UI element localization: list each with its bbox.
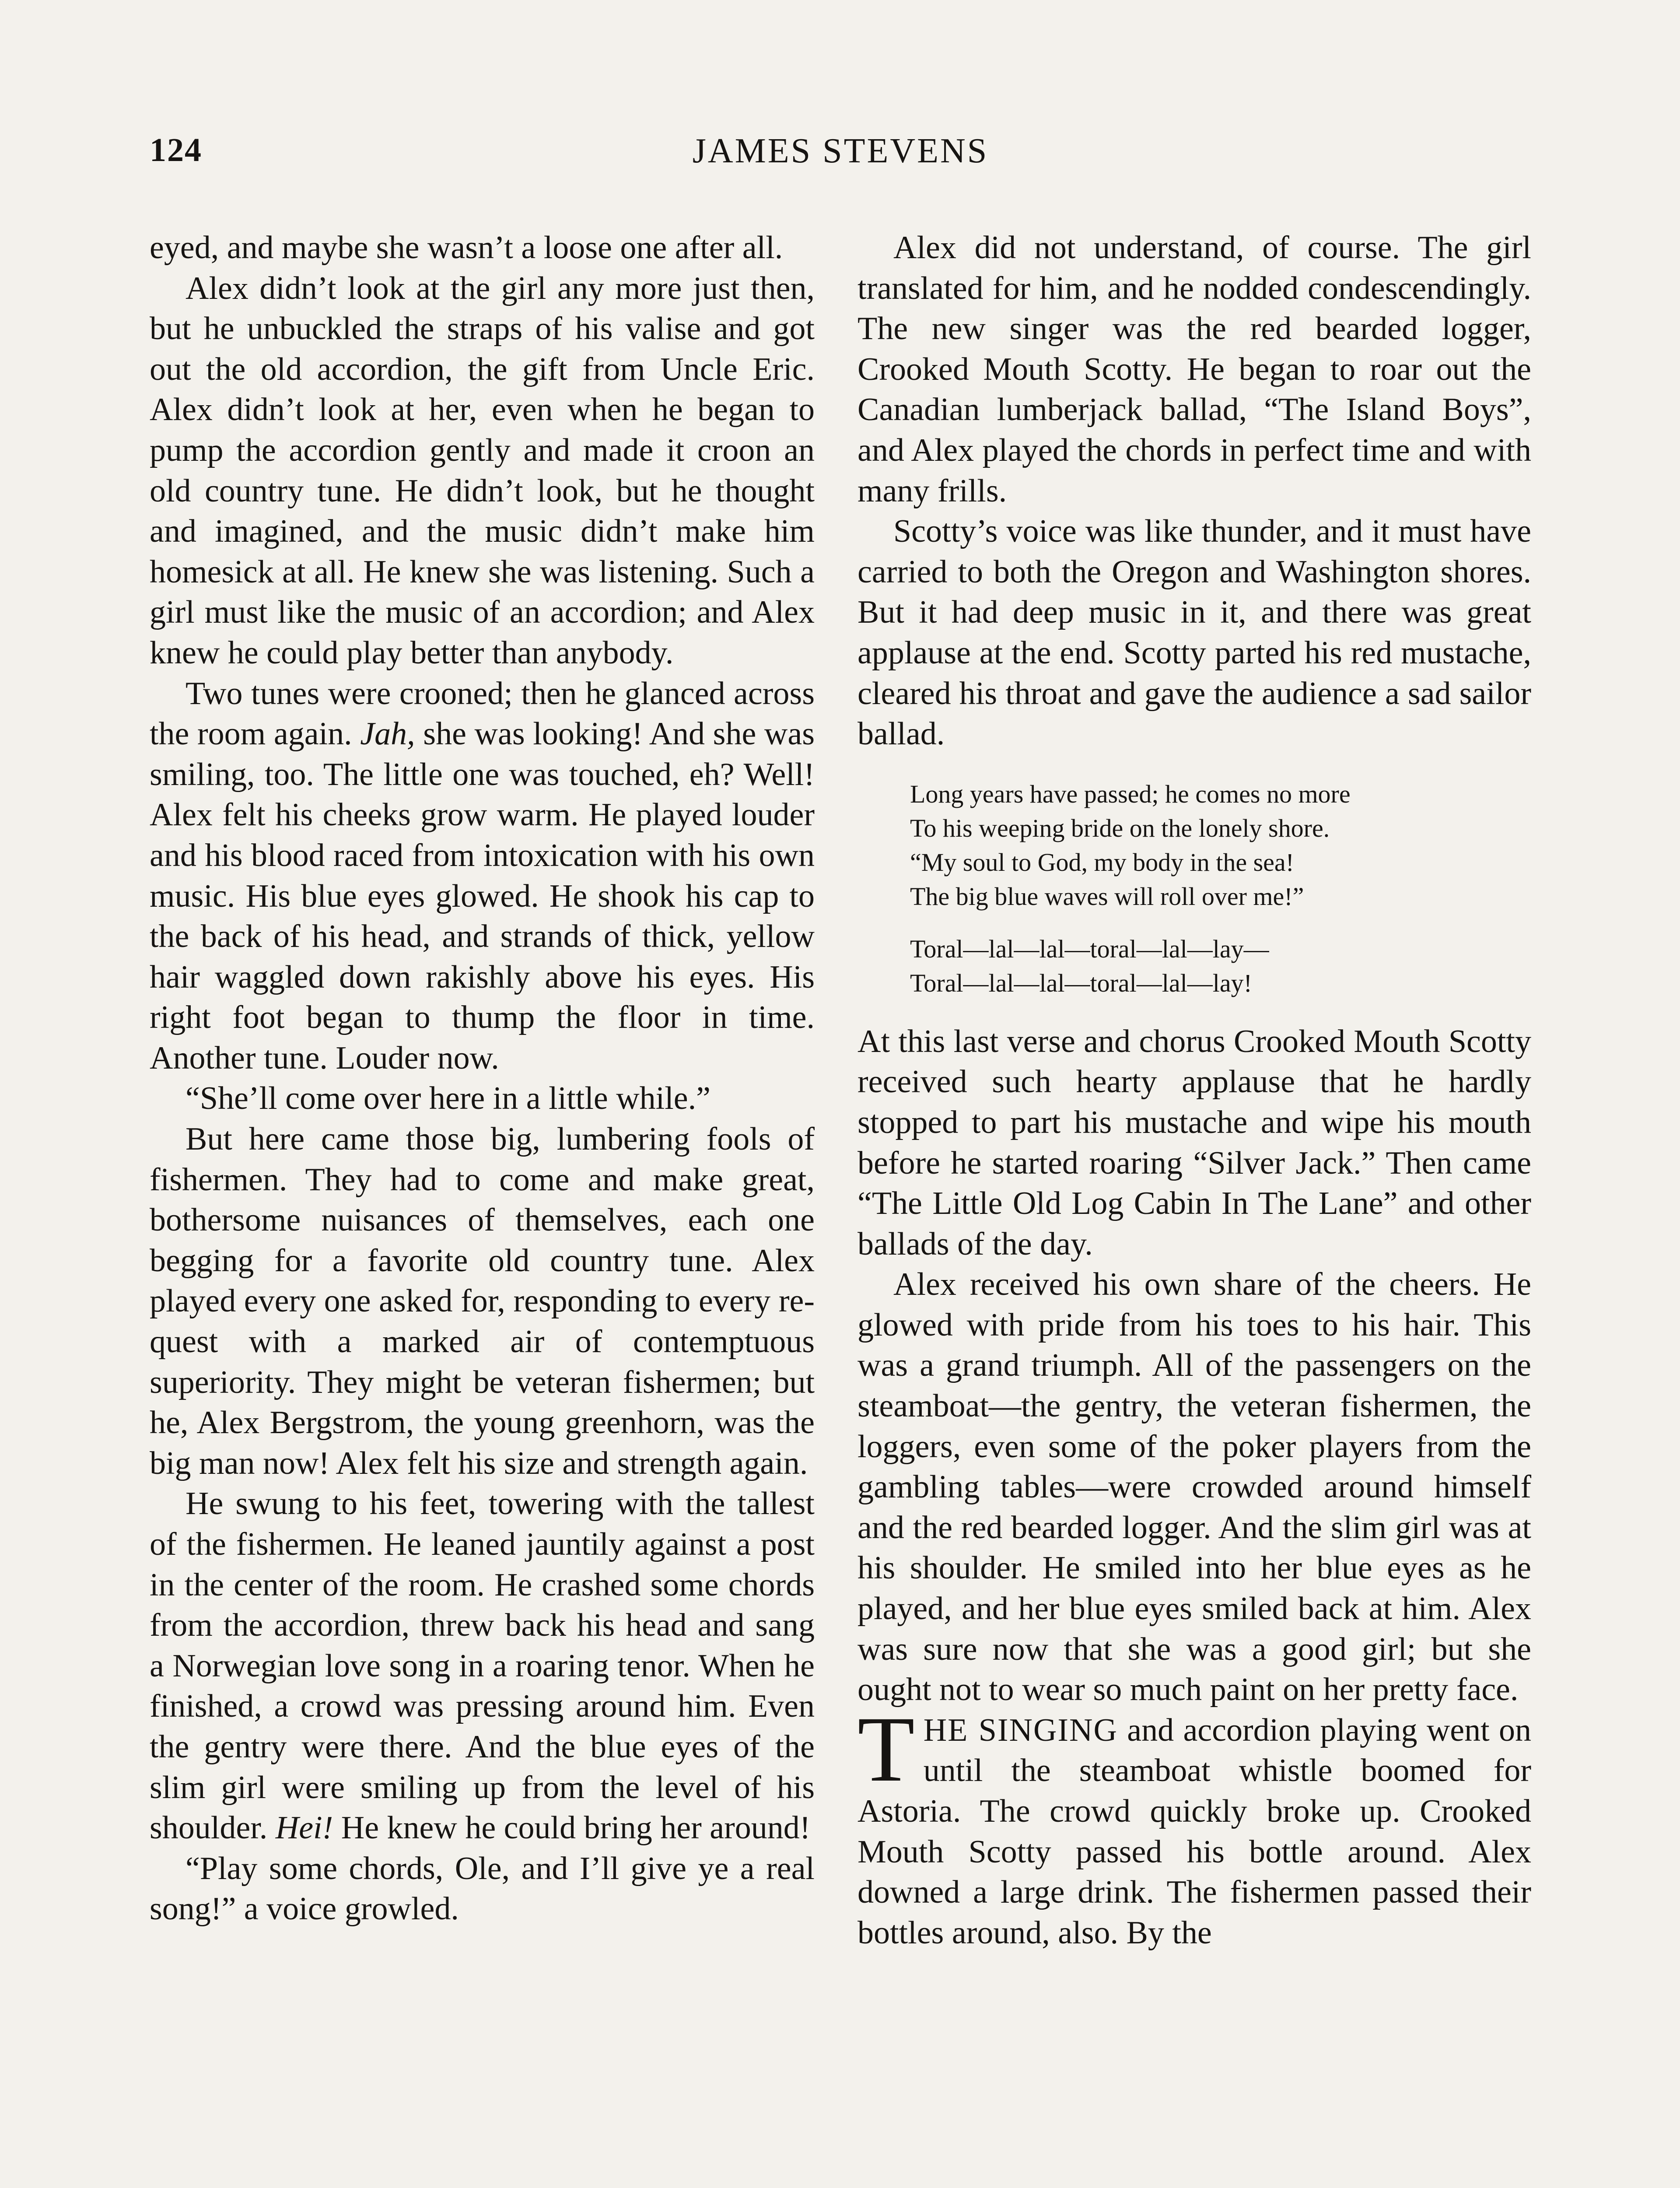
right-column xyxy=(858,228,1531,1953)
section-opening-paragraph xyxy=(858,1697,1531,1953)
paragraph: But here came those big, lumbering fools of fishermen. They had to come and make great, bothersome nuisances of themselves, each one begging for a favorite old country tune. Alex played every one asked for, responding to every request with a marked air of contemptuous superiority. They might be veteran fishermen; but he, Alex Bergstrom, the young greenhorn, was the big man now! Alex felt his size and strength again. xyxy=(150,1121,815,1481)
small-caps-lead: HE SINGING xyxy=(923,1712,1118,1748)
page-header xyxy=(150,131,1531,184)
paragraph: eyed, and maybe she wasn’t a loose one after all. xyxy=(150,230,783,266)
paragraph xyxy=(150,1483,815,1848)
verse-line: “My soul to God, my body in the sea! xyxy=(910,848,1294,877)
chorus-line: Toral—lal—lal—toral—lal—lay! xyxy=(910,968,1252,997)
verse-line: Long years have passed; he comes no more xyxy=(910,779,1351,808)
chorus-line: Toral—lal—lal—toral—lal—lay— xyxy=(910,934,1269,963)
italic-word: Jah, xyxy=(360,716,415,752)
paragraph-text: He swung to his feet, towering with the tallest of the fishermen. He leaned jauntily against a post in the center of the room. He crashed some chords from the accordion, threw back his head and sang a Norwegian love song in a roaring tenor. When he finished, a crowd was pressing around him. Even the gentry were there. And the blue eyes of the slim girl were smiling up from the level of his shoulder. xyxy=(150,1486,815,1846)
paragraph: Alex received his own share of the cheers. He glowed with pride from his toes to his hair. This was a grand triumph. All of the passengers on the steamboat—the gentry, the veteran fishermen, the loggers, even some of the poker players from the gambling tables—were crowded around himself and the red bearded logger. And the slim girl was at his shoulder. He smiled into her blue eyes as he played, and her blue eyes smiled back at him. Alex was sure now that she was a good girl; but she ought not to wear so much paint on her pretty face. xyxy=(858,1266,1531,1708)
paragraph: At this last verse and chorus Crooked Mouth Scotty received such hearty applause that he hardly stopped to part his mustache and wipe his mouth before he started roaring “Silver Jack.” Then came “The Little Old Log Cabin In The Lane” and other ballads of the day. xyxy=(858,1023,1531,1262)
paragraph: Alex didn’t look at the girl any more just then, but he unbuckled the straps of his valise and got out the old accordion, the gift from Uncle Eric. Alex didn’t look at her, even when he began to pump the accordion gently and made it croon an old country tune. He didn’t look, but he thought and imagined, and the music didn’t make him homesick at all. He knew she was listening. Such a girl must like the music of an accordion; and Alex knew he could play better than anybody. xyxy=(150,270,815,671)
paragraph-text: and accordion playing went on until the steamboat whistle boomed for Astoria. The crowd quickly broke up. Crooked Mouth Scotty passed his bottle around. Alex downed a large drink. The fishermen passed their bottles around, also. By the xyxy=(858,1712,1531,1951)
paragraph: Alex did not understand, of course. The girl translated for him, and he nodded condescendingly. The new singer was the red bearded logger, Crooked Mouth Scotty. He began to roar out the Canadian lumberjack ballad, “The Island Boys”, and Alex played the chords in perfect time and with many frills. xyxy=(858,230,1531,509)
left-column xyxy=(150,228,815,1929)
paragraph-text: He knew he could bring her around! xyxy=(341,1810,811,1846)
paragraph: “Play some chords, Ole, and I’ll give ye a real song!” a voice growled. xyxy=(150,1850,815,1927)
paragraph xyxy=(150,673,815,1079)
ballad-verse xyxy=(910,777,1531,1000)
paragraph: Scotty’s voice was like thunder, and it must have carried to both the Oregon and Washington shores. But it had deep music in it, and there was great applause at the end. Scotty parted his red mustache, cleared his throat and gave the audience a sad sailor ballad. xyxy=(858,513,1531,752)
italic-word: Hei! xyxy=(275,1810,333,1846)
verse-line: To his weeping bride on the lonely shore. xyxy=(910,813,1330,842)
ballad-chorus xyxy=(910,932,1531,1000)
running-head: JAMES STEVENS xyxy=(692,132,989,170)
drop-cap: T xyxy=(858,1697,915,1801)
paragraph: “She’ll come over here in a little while.” xyxy=(186,1080,710,1117)
paragraph-text: Two tunes were crooned; then he glanced across the room again. xyxy=(150,675,815,752)
page-number: 124 xyxy=(150,132,202,168)
verse-line: The big blue waves will roll over me!” xyxy=(910,882,1304,911)
paragraph-text: she was looking! And she was smiling, too. The little one was touched, eh? Well! Alex felt his cheeks grow warm. He played louder and his blood raced from intoxication with his own music. His blue eyes glowed. He shook his cap to the back of his head, and strands of thick, yellow hair waggled down rakishly above his eyes. His right foot began to thump the floor in time. Another tune. Louder now. xyxy=(150,716,815,1076)
